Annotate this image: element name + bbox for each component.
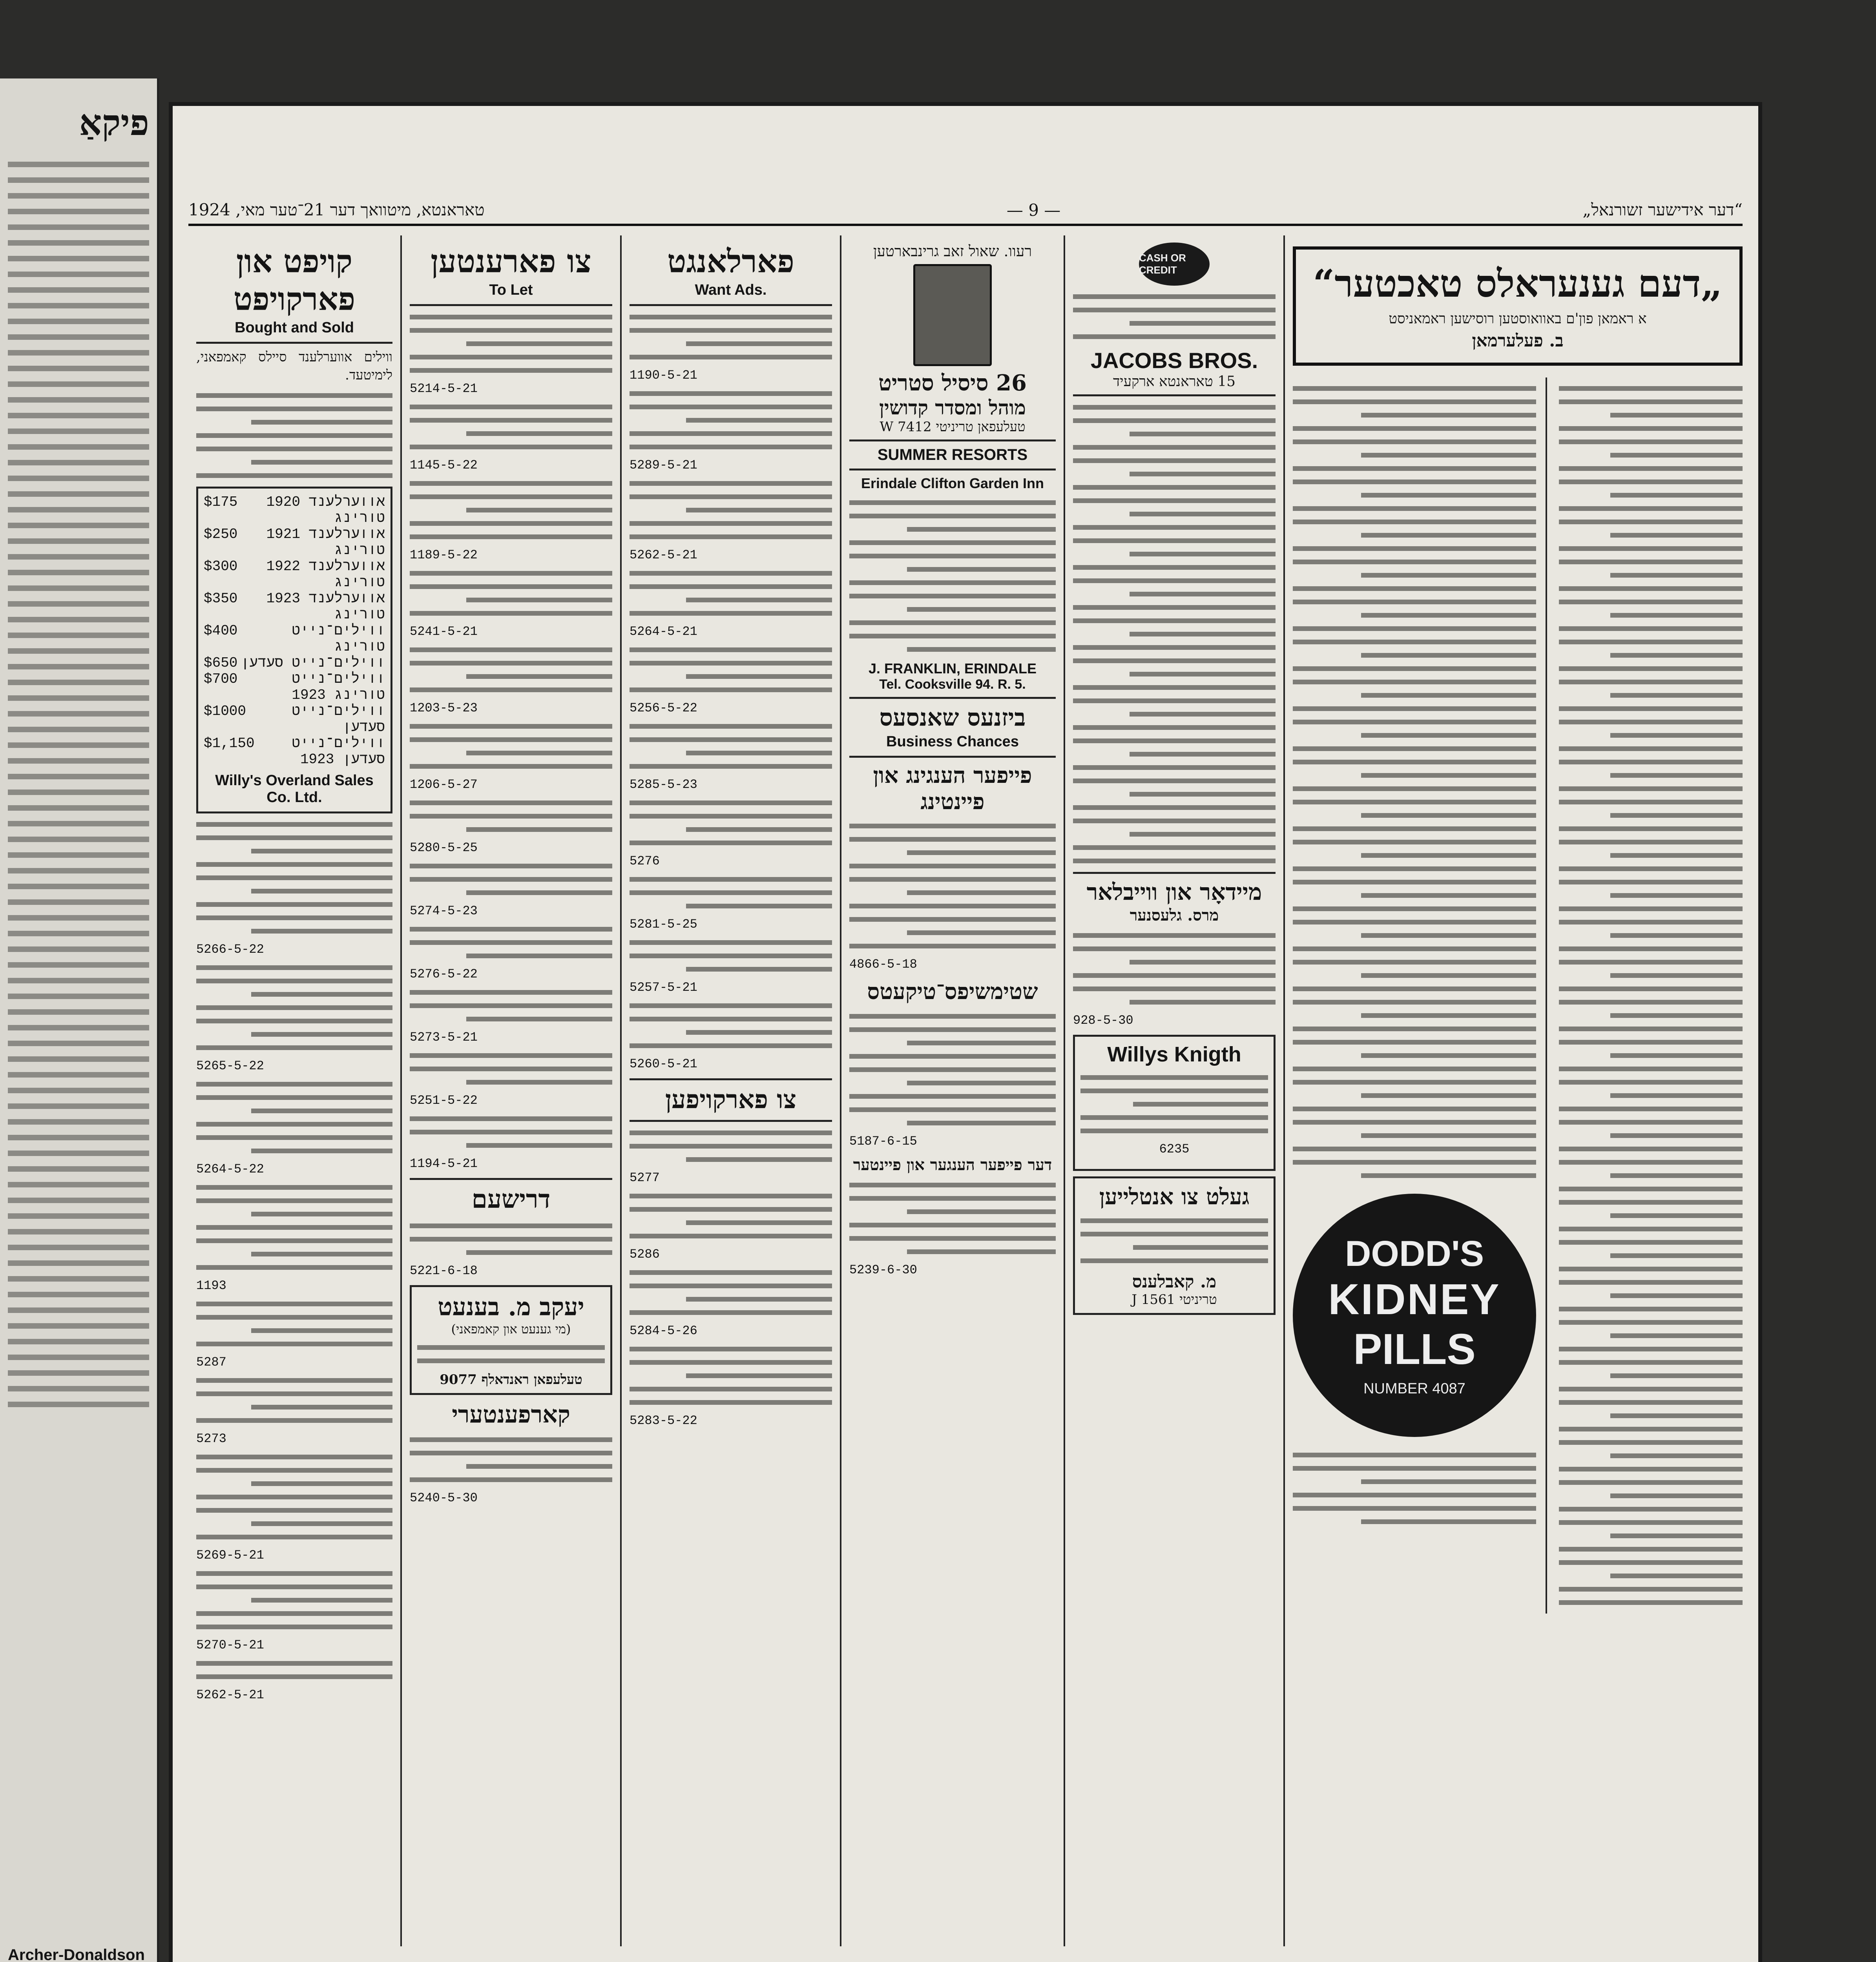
benett-ad	[410, 1285, 612, 1395]
paper-hanging-title: פייפער הענגינג און פיינטינג	[873, 762, 1032, 815]
ad-number: 5257-5-21	[630, 980, 697, 995]
ad-number: 5284-5-26	[630, 1323, 697, 1338]
column-mohel-resorts	[840, 235, 1064, 1946]
loan-name: מ. קאבלענס	[1132, 1271, 1217, 1292]
ad-number: 5240-5-30	[410, 1490, 478, 1505]
ad-number: 5281-5-25	[630, 917, 697, 932]
company-name: Willy's Overland Sales Co. Ltd.	[215, 772, 374, 806]
summer-resorts-title: SUMMER RESORTS	[877, 446, 1028, 463]
carpenter-title: קארפענטערי	[452, 1400, 570, 1428]
benett-sub: (מי גענעט און קאמפאני)	[451, 1321, 571, 1337]
loan-title: געלט צו אנטלייען	[1099, 1183, 1250, 1210]
ad-number: 5277	[630, 1170, 660, 1185]
benett-phone: טעלעפאן ראנדאלף 9077	[440, 1371, 582, 1388]
ad-number: 5264-5-22	[196, 1162, 264, 1176]
section-title: קויפט און פארקויפט	[233, 243, 356, 317]
ad-number: 1206-5-27	[410, 777, 478, 792]
price-list	[196, 487, 392, 813]
ad-number: 5287	[196, 1355, 226, 1369]
ad-number: 5260-5-21	[630, 1057, 697, 1071]
sliver-footer-line: Archer-Donaldson	[8, 1946, 145, 1962]
ad-number: 5262-5-21	[196, 1687, 264, 1702]
serial-byline: ב. פעלערמאן	[1472, 331, 1564, 351]
price-row: $1000 ווילים־נייט סעדען	[204, 703, 385, 735]
ad-number: 1194-5-21	[410, 1156, 478, 1171]
ad-number: 5264-5-21	[630, 624, 697, 639]
price-row: $650 ווילים־נייט סעדען	[204, 655, 385, 671]
resort-owner: J. FRANKLIN, ERINDALE	[868, 660, 1037, 676]
mohel-header: רעוו. שאול זאב גרינבארטען	[873, 243, 1032, 260]
newspaper-page	[169, 102, 1762, 1962]
ad-number: 5269-5-21	[196, 1548, 264, 1563]
section-title: צו פארענטען	[431, 243, 591, 280]
ad-number: 5276	[630, 854, 660, 868]
price-row: $300 אווערלענד 1922 טורינג	[204, 558, 385, 591]
dressmaker-name: מרס. גלעסנער	[1130, 906, 1219, 924]
dodds-pills: PILLS	[1353, 1325, 1476, 1373]
mohel-title: מוהל ומסדר קדושין	[879, 396, 1026, 419]
jacobs-bros-name: JACOBS BROS.	[1090, 348, 1258, 373]
jacobs-bros-address: 15 טאראנטא ארקעיד	[1113, 374, 1236, 390]
ad-number: 5239-6-30	[849, 1262, 917, 1277]
section-subtitle: Want Ads.	[695, 282, 767, 298]
loan-ad	[1073, 1176, 1276, 1315]
ad-number: 5270-5-21	[196, 1637, 264, 1652]
column-serial-novel	[1283, 235, 1750, 1946]
running-head	[188, 196, 1743, 226]
ad-number: 928-5-30	[1073, 1013, 1133, 1028]
dressmaker-title: מיידאָר און ווייבלאר	[1086, 879, 1262, 905]
sliver-text-lines	[0, 162, 157, 1407]
ad-number: 6235	[1159, 1141, 1190, 1156]
ad-number: 5276-5-22	[410, 967, 478, 981]
ad-number: 5214-5-21	[410, 381, 478, 396]
ad-number: 5274-5-23	[410, 904, 478, 918]
ad-intro: ווילים אווערלענד סיילס קאמפאני, לימיטעד.	[196, 349, 392, 383]
sliver-header: פיקאַ	[79, 102, 149, 144]
price-row: $700 ווילים־נייט טורינג 1923	[204, 671, 385, 703]
serial-title-box	[1293, 246, 1743, 366]
wanted-title: דרישעם	[471, 1185, 551, 1214]
price-row: $350 אווערלענד 1923 טורינג	[204, 590, 385, 623]
price-row: $175 אווערלענד 1920 טורינג	[204, 494, 385, 526]
ad-number: 1189-5-22	[410, 548, 478, 562]
paper-hanger-title: דער פייפער הענגער און פיינטער	[853, 1155, 1052, 1174]
ad-number: 5251-5-22	[410, 1093, 478, 1108]
portrait-image	[913, 264, 992, 366]
section-title: פארלאנגט	[667, 243, 794, 280]
price-row: $400 ווילים־נייט טורינג	[204, 622, 385, 655]
ad-number: 1203-5-23	[410, 701, 478, 715]
column-bought-sold	[188, 235, 400, 1946]
column-want-ads	[620, 235, 840, 1946]
ad-number: 5241-5-21	[410, 624, 478, 639]
serial-title: „דעם גענעראלס טאכטער“	[1313, 261, 1723, 306]
mohel-address: 26 סיסיל סטריט	[878, 370, 1027, 396]
ad-number: 5221-6-18	[410, 1263, 478, 1278]
ad-number: 4866-5-18	[849, 957, 917, 972]
mohel-phone: טעלעפאן טריניטי W 7412	[880, 419, 1026, 435]
ad-number: 1145-5-22	[410, 458, 478, 472]
serial-credit: א ראמאן פון'ם באוואוסטען רוסישען ראמאניסט	[1389, 311, 1647, 327]
section-subtitle: Bought and Sold	[235, 319, 354, 336]
price-row: $1,150 ווילים־נייט סעדען 1923	[204, 735, 385, 768]
ad-number: 5256-5-22	[630, 701, 697, 715]
column-jacobs-bros	[1064, 235, 1283, 1946]
column-to-let	[400, 235, 620, 1946]
willys-knight-title: Willys Knigth	[1107, 1042, 1241, 1066]
serial-body	[1293, 377, 1743, 1614]
running-head-date: טאראנטא, מיטוואך דער 21־טער מאי, 1924	[188, 200, 485, 219]
ad-number: 1190-5-21	[630, 368, 697, 383]
ad-number: 5265-5-22	[196, 1058, 264, 1073]
dodds-brand: DODD'S	[1345, 1234, 1484, 1274]
willys-knight-ad	[1073, 1035, 1276, 1171]
ad-number: 5286	[630, 1247, 660, 1262]
ad-number: 5273-5-21	[410, 1030, 478, 1045]
steamship-tickets-title: שטימשיפס־טיקעטס	[867, 979, 1038, 1005]
section-subtitle: To Let	[489, 282, 533, 298]
adjacent-page-sliver	[0, 78, 159, 1962]
dodds-number: NUMBER 4087	[1363, 1380, 1465, 1397]
ad-number: 5283-5-22	[630, 1413, 697, 1428]
dodds-kidney-pills-ad	[1293, 1194, 1536, 1437]
price-row: $250 אווערלענד 1921 טורינג	[204, 526, 385, 558]
resort-name: Erindale Clifton Garden Inn	[861, 475, 1044, 491]
cash-or-credit-badge: CASH OR CREDIT	[1139, 243, 1210, 286]
loan-phone: טריניטי J 1561	[1131, 1291, 1217, 1307]
dodds-kidney: KIDNEY	[1328, 1275, 1501, 1324]
running-head-title: „דער אידישער זשורנאל“	[1582, 200, 1743, 219]
benett-name: יעקב מ. בענעט	[438, 1292, 584, 1321]
ad-number: 5289-5-21	[630, 458, 697, 472]
business-chances-subtitle: Business Chances	[886, 733, 1019, 750]
resort-phone: Tel. Cooksville 94. R. 5.	[879, 677, 1026, 692]
for-sale-title: צו פארקויפען	[665, 1085, 797, 1114]
ad-number: 5280-5-25	[410, 841, 478, 855]
ad-number: 5273	[196, 1431, 226, 1446]
columns	[188, 235, 1743, 1946]
ad-number: 5285-5-23	[630, 777, 697, 792]
running-head-page-number: — 9 —	[1006, 200, 1061, 220]
business-chances-title: ביזנעס שאנסעס	[879, 704, 1026, 731]
ad-number: 5266-5-22	[196, 942, 264, 957]
ad-number: 5262-5-21	[630, 548, 697, 562]
ad-number: 5187-6-15	[849, 1134, 917, 1149]
ad-number: 1193	[196, 1278, 226, 1293]
